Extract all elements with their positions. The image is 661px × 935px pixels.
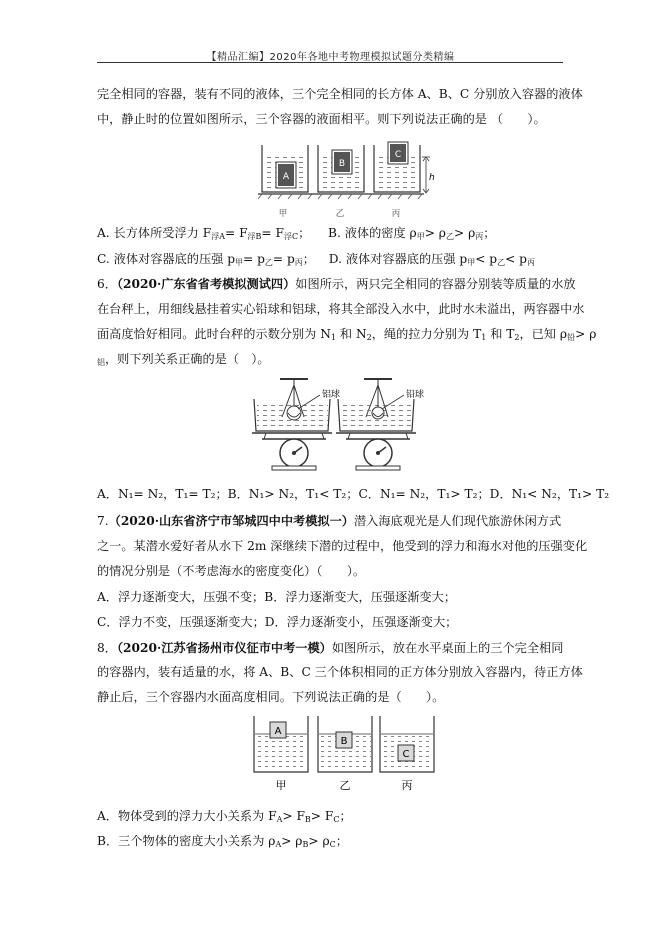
text: > ρ xyxy=(575,327,597,341)
sub: 乙 xyxy=(497,258,506,267)
q5-block-c-label: C xyxy=(394,150,402,160)
text: A．物体受到的浮力大小关系为 F xyxy=(97,809,277,823)
q8-source: （2020·江苏省扬州市仪征市中考一模） xyxy=(116,641,332,655)
text: 如图所示，放在水平桌面上的三个完全相同 xyxy=(331,641,564,655)
text: ； xyxy=(298,226,311,240)
sub: A xyxy=(276,815,283,824)
q8-figure xyxy=(250,714,440,796)
q8-label-jia: 甲 xyxy=(275,779,287,792)
text: ； xyxy=(335,834,348,848)
q5-options-row1 xyxy=(97,225,495,245)
sub: B xyxy=(302,840,309,849)
text: 和 N xyxy=(336,327,367,341)
page-header: 【精品汇编】2020年各地中考物理模拟试题分类精编 xyxy=(206,52,455,63)
q5-opt-b: B. 液体的密度 ρ xyxy=(328,226,417,240)
q6-number: 6． xyxy=(97,277,117,291)
q6-line4 xyxy=(97,351,270,371)
sub: 浮A xyxy=(211,232,225,241)
q6-label-aluminum: 铝球 xyxy=(322,390,341,400)
q5-label-yi: 乙 xyxy=(335,209,345,219)
q8-option-b xyxy=(97,833,348,853)
q8-line2: 的容器内，装有适量的水，将 A、B、C 三个体积相同的正方体分别放入容器内，待正方体 xyxy=(97,665,583,679)
sub: 2 xyxy=(514,333,520,342)
q6-line2: 在台秤上，用细线悬挂着实心铅球和铝球，将其全部没入水中，此时水未溢出，两容器中水 xyxy=(97,302,585,316)
sub: A xyxy=(275,840,282,849)
text: 如图所示，两只完全相同的容器分别装等质量的水放 xyxy=(295,277,576,291)
sub: 铅 xyxy=(567,333,576,342)
sub: 浮C xyxy=(283,232,299,241)
text: > F xyxy=(310,809,334,823)
text: = p xyxy=(272,252,295,266)
q5-label-jia: 甲 xyxy=(278,209,288,219)
text: ； xyxy=(339,809,352,823)
text: = F xyxy=(261,226,284,240)
q8-number: 8． xyxy=(97,641,117,655)
q6-label-lead: 铅球 xyxy=(406,390,425,400)
q8-line1 xyxy=(97,640,563,656)
header-rule xyxy=(97,62,563,63)
q5-opt-a: A. 长方体所受浮力 F xyxy=(97,226,212,240)
sub: C xyxy=(333,815,340,824)
q8-block-c-label: C xyxy=(402,749,410,760)
q6-setup-left xyxy=(252,379,332,470)
sub: 1 xyxy=(481,333,487,342)
sub: 丙 xyxy=(475,232,484,241)
sub: 2 xyxy=(366,333,372,342)
sub: 甲 xyxy=(416,232,425,241)
text: ，绳的拉力分别为 T xyxy=(371,327,482,341)
text: > F xyxy=(282,809,305,823)
sub: 铝 xyxy=(97,358,105,367)
text: = F xyxy=(224,226,248,240)
sub: C xyxy=(329,840,336,849)
text: > ρ xyxy=(424,226,446,240)
sub: 1 xyxy=(330,333,337,342)
q6-options: A．N₁= N₂，T₁= T₂；B．N₁> N₂，T₁< T₂；C．N₁= N₂，T₁> T₂；D．N₁< N₂，T₁> T₂ xyxy=(97,487,610,501)
text: > ρ xyxy=(453,226,476,240)
q7-options-row1: A．浮力逐渐变大，压强不变；B．浮力逐渐变大，压强逐渐变大； xyxy=(97,590,457,604)
text: 面高度恰好相同。此时台秤的示数分别为 N xyxy=(97,327,331,341)
q7-source: （2020·山东省济宁市邹城四中中考模拟一） xyxy=(108,514,354,528)
text: < p xyxy=(475,252,498,266)
q5-opt-c: C. 液体对容器底的压强 p xyxy=(97,252,236,266)
sub: 乙 xyxy=(264,258,273,267)
q5-options-row2 xyxy=(97,251,535,271)
sub: B xyxy=(304,815,311,824)
q5-label-bing: 丙 xyxy=(391,209,401,219)
text: ，则下列关系正确的是（ ）。 xyxy=(105,352,270,366)
q8-option-a xyxy=(97,808,352,828)
q6-line3 xyxy=(97,326,596,346)
q7-options-row2: C．浮力不变，压强逐渐变大；D．浮力逐渐变小，压强逐渐变大； xyxy=(97,615,458,629)
text: B．三个物体的密度大小关系为 ρ xyxy=(97,834,276,848)
sub: 浮B xyxy=(247,232,262,241)
text: ，已知 ρ xyxy=(519,327,568,341)
q5-line2: 中，静止时的位置如图所示，三个容器的液面相平。则下列说法正确的是 （ ）。 xyxy=(97,112,546,126)
q8-label-yi: 乙 xyxy=(339,779,351,792)
q5-block-a-label: A xyxy=(282,172,290,182)
sub: 甲 xyxy=(467,258,476,267)
q5-h-label: h xyxy=(429,173,435,183)
sub: 乙 xyxy=(445,232,454,241)
q7-line2: 之一。某潜水爱好者从水下 2m 深继续下潜的过程中，他受到的浮力和海水对他的压强变化 xyxy=(97,539,588,553)
text: 潜入海底观光是人们现代旅游休闲方式 xyxy=(354,514,562,528)
sub: 丙 xyxy=(526,258,535,267)
q8-block-b-label: B xyxy=(340,736,348,747)
q8-line3: 静止后，三个容器内水面高度相同。下列说法正确的是（ ）。 xyxy=(97,690,445,704)
q7-number: 7. xyxy=(97,514,109,528)
sub: 甲 xyxy=(235,258,244,267)
q7-line3: 的情况分别是（不考虑海水的密度变化）（ ）。 xyxy=(97,564,366,578)
text: = p xyxy=(243,252,265,266)
text: > ρ xyxy=(308,834,330,848)
q8-block-a-label: A xyxy=(274,726,282,737)
q5-line1: 完全相同的容器，装有不同的液体，三个完全相同的长方体 A、B、C 分别放入容器的液体 xyxy=(97,87,583,101)
q6-setup-right xyxy=(336,379,416,470)
q5-block-b-label: B xyxy=(338,159,346,169)
text: < p xyxy=(505,252,527,266)
q6-source: （2020·广东省省考模拟测试四） xyxy=(116,277,296,291)
text: 和 T xyxy=(486,327,515,341)
text: ； xyxy=(483,226,496,240)
q7-line1 xyxy=(97,513,561,529)
q8-label-bing: 丙 xyxy=(401,779,413,792)
q6-figure xyxy=(246,373,436,477)
text: ； xyxy=(302,252,315,266)
q5-opt-d: D. 液体对容器底的压强 p xyxy=(328,252,468,266)
sub: 丙 xyxy=(294,258,303,267)
q6-line1 xyxy=(97,276,576,292)
text: > ρ xyxy=(281,834,303,848)
q5-figure xyxy=(258,140,438,220)
